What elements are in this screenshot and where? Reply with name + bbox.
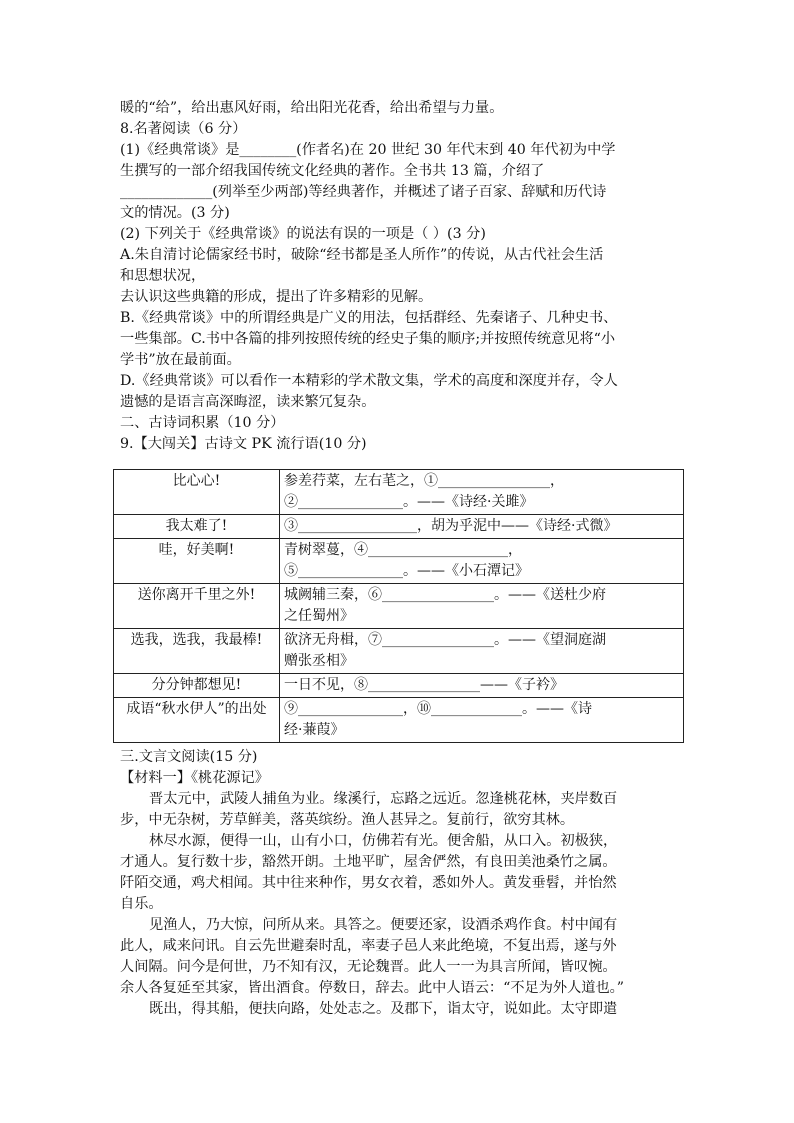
passage-line: 余人各复延至其家，皆出酒食。停数日，辞去。此中人语云：“不足为外人道也。” bbox=[120, 980, 624, 996]
passage-line: 人间隔。问今是何世，乃不知有汉，无论魏晋。此人一一为具言所闻，皆叹惋。 bbox=[120, 959, 617, 975]
table-row bbox=[114, 470, 684, 515]
poem-blank-cell bbox=[280, 698, 684, 743]
passage-line: 此人，咸来问讯。自云先世避秦时乱，率妻子邑人来此绝境，不复出焉，遂与外 bbox=[120, 938, 617, 954]
table-row bbox=[114, 674, 684, 698]
popular-phrase-cell: 选我，选我，我最棒! bbox=[114, 629, 280, 674]
q8-part1-line3: _____________(列举至少两部)等经典著作，并概述了诸子百家、辞赋和历代诗 bbox=[120, 184, 607, 200]
passage-line: 自乐。 bbox=[120, 896, 163, 912]
poem-blank-cell bbox=[280, 629, 684, 674]
poem-blank-cell bbox=[280, 584, 684, 629]
option-d-line1: D.《经典常谈》可以看作一本精彩的学术散文集，学术的高度和深度并存，令人 bbox=[120, 373, 618, 389]
table-row bbox=[114, 539, 684, 584]
section-3-heading: 三.文言文阅读(15 分) bbox=[120, 749, 258, 765]
poem-line: 参差荇菜，左右芼之，①________________， bbox=[284, 473, 564, 489]
passage-line: 才通人。复行数十步，豁然开朗。土地平旷，屋舍俨然，有良田美池桑竹之属。 bbox=[120, 854, 617, 870]
poem-line: 经·蒹葭》 bbox=[284, 722, 345, 738]
poem-line: 城阙辅三秦，⑥________________。——《送杜少府 bbox=[284, 587, 606, 603]
q8-part1-line2: 生撰写的一部介绍我国传统文化经典的著作。全书共 13 篇，介绍了 bbox=[120, 163, 545, 179]
option-a-line3: 去认识这些典籍的形成，提出了许多精彩的见解。 bbox=[120, 289, 433, 305]
passage-line: 阡陌交通，鸡犬相闻。其中往来种作，男女衣着，悉如外人。黄发垂髫，并怡然 bbox=[120, 875, 617, 891]
poem-line: ⑨_______________，⑩_____________。——《诗 bbox=[284, 701, 592, 717]
passage-line: 晋太元中，武陵人捕鱼为业。缘溪行，忘路之远近。忽逢桃花林，夹岸数百 bbox=[149, 791, 618, 807]
popular-phrase-cell: 送你离开千里之外! bbox=[114, 584, 280, 629]
poem-blank-cell bbox=[280, 515, 684, 539]
passage-line: 既出，得其船，便扶向路，处处志之。及郡下，诣太守，说如此。太守即遣 bbox=[149, 1001, 618, 1017]
poem-blank-cell bbox=[280, 539, 684, 584]
popular-phrase-cell: 分分钟都想见! bbox=[114, 674, 280, 698]
passage-line: 林尽水源，便得一山，山有小口，仿佛若有光。便舍船，从口入。初极狭， bbox=[149, 833, 618, 849]
poem-line: ②_______________。——《诗经·关雎》 bbox=[284, 494, 534, 510]
poem-blank-cell bbox=[280, 470, 684, 515]
material-1-title: 【材料一】《桃花源记》 bbox=[120, 770, 269, 786]
question-8-heading: 8.名著阅读（6 分） bbox=[120, 121, 247, 137]
poem-blank-cell bbox=[280, 674, 684, 698]
q8-part1-line4: 文的情况。(3 分) bbox=[120, 205, 230, 221]
intro-line: 暖的“给”，给出惠风好雨，给出阳光花香，给出希望与力量。 bbox=[120, 100, 504, 116]
section-2-heading: 二、古诗词积累（10 分） bbox=[120, 415, 285, 431]
option-a-line2: 和思想状况， bbox=[120, 268, 206, 284]
poem-line: 赠张丞相》 bbox=[284, 653, 354, 669]
poem-line: 之任蜀州》 bbox=[284, 608, 354, 624]
option-c-line3: 学书”放在最前面。 bbox=[120, 352, 241, 368]
table-row bbox=[114, 698, 684, 743]
table-row bbox=[114, 584, 684, 629]
table-row bbox=[114, 629, 684, 674]
option-b-line1: B.《经典常谈》中的所谓经典是广义的用法，包括群经、先秦诸子、几种史书、 bbox=[120, 310, 618, 326]
passage-line: 见渔人，乃大惊，问所从来。具答之。便要还家，设酒杀鸡作食。村中闻有 bbox=[149, 917, 618, 933]
poem-line: 青树翠蔓，④____________________， bbox=[284, 542, 522, 558]
popular-phrase-cell: 成语“秋水伊人”的出处 bbox=[114, 698, 280, 743]
poem-line: ⑤_______________。——《小石潭记》 bbox=[284, 563, 529, 579]
popular-phrase-cell: 哇，好美啊! bbox=[114, 539, 280, 584]
poem-line: 一日不见，⑧________________——《子衿》 bbox=[284, 677, 564, 693]
option-d-line2: 遗憾的是语言高深晦涩，读来繁冗复杂。 bbox=[120, 394, 376, 410]
poetry-pk-table bbox=[113, 469, 684, 743]
option-a-line1: A.朱自清讨论儒家经书时，破除“经书都是圣人所作”的传说，从古代社会生活 bbox=[120, 247, 604, 263]
option-b-c-line2: 一些集部。C.书中各篇的排列按照传统的经史子集的顺序;并按照传统意见将“小 bbox=[120, 331, 616, 347]
popular-phrase-cell: 比心心! bbox=[114, 470, 280, 515]
poem-line: ③_________________，胡为乎泥中——《诗经·式微》 bbox=[284, 518, 618, 534]
poem-line: 欲济无舟楫，⑦________________。——《望洞庭湖 bbox=[284, 632, 606, 648]
q8-part1-line1: (1)《经典常谈》是________(作者名)在 20 世纪 30 年代末到 40 年代初为中学 bbox=[120, 142, 616, 158]
popular-phrase-cell: 我太难了! bbox=[114, 515, 280, 539]
question-9-heading: 9.【大闯关】古诗文 PK 流行语(10 分) bbox=[120, 436, 367, 452]
passage-line: 步，中无杂树，芳草鲜美，落英缤纷。渔人甚异之。复前行，欲穷其林。 bbox=[120, 812, 575, 828]
q8-part2-stem: (2) 下列关于《经典常谈》的说法有误的一项是（ ）(3 分) bbox=[120, 226, 486, 242]
table-row bbox=[114, 515, 684, 539]
